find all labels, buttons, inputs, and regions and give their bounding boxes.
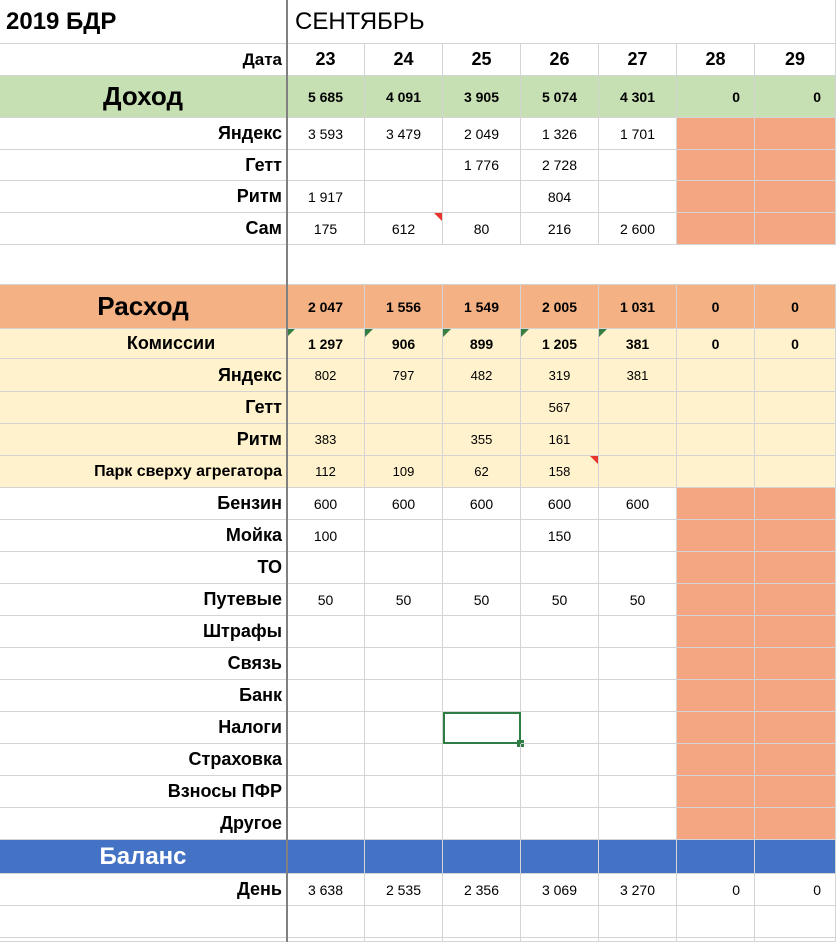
income-row-label[interactable]: Яндекс xyxy=(0,118,287,150)
expense-row-label[interactable]: Путевые xyxy=(0,584,287,616)
empty-cell[interactable] xyxy=(443,906,521,938)
expense-value-cell[interactable] xyxy=(521,648,599,680)
empty-trailing-row xyxy=(0,938,836,942)
expense-value-cell[interactable]: 600 xyxy=(287,488,365,520)
month-label[interactable]: СЕНТЯБРЬ xyxy=(287,0,836,44)
expense-value-cell[interactable] xyxy=(521,712,599,744)
commission-row xyxy=(0,424,836,456)
commission-value-cell[interactable] xyxy=(677,392,755,424)
commission-value-cell[interactable]: 158 xyxy=(521,456,599,488)
commission-value-cell[interactable] xyxy=(287,392,365,424)
expense-value-cell[interactable] xyxy=(599,520,677,552)
balance-cell[interactable] xyxy=(599,840,677,874)
date-header-24[interactable]: 24 xyxy=(365,44,443,76)
commission-label[interactable]: Комиссии xyxy=(0,329,287,359)
expense-row xyxy=(0,744,836,776)
income-value-cell[interactable] xyxy=(677,118,755,150)
income-value-cell[interactable] xyxy=(365,150,443,181)
commission-value-cell[interactable]: 802 xyxy=(287,359,365,392)
date-row xyxy=(0,44,836,76)
income-row xyxy=(0,150,836,181)
income-value-cell[interactable]: 1 917 xyxy=(287,181,365,213)
day-value-cell[interactable]: 0 xyxy=(677,874,755,906)
empty-cell[interactable] xyxy=(755,906,836,938)
expense-total-cell[interactable]: 1 556 xyxy=(365,285,443,329)
income-total-cell[interactable]: 0 xyxy=(755,76,836,118)
commission-value-cell[interactable] xyxy=(365,392,443,424)
date-header-29[interactable]: 29 xyxy=(755,44,836,76)
empty-cell[interactable] xyxy=(599,906,677,938)
expense-value-cell[interactable] xyxy=(287,616,365,648)
expense-value-cell[interactable]: 50 xyxy=(365,584,443,616)
empty-cell[interactable] xyxy=(521,938,599,942)
expense-value-cell[interactable] xyxy=(677,712,755,744)
expense-value-cell[interactable] xyxy=(677,552,755,584)
day-value-cell[interactable]: 0 xyxy=(755,874,836,906)
income-value-cell[interactable] xyxy=(755,213,836,245)
date-header-28[interactable]: 28 xyxy=(677,44,755,76)
expense-row xyxy=(0,808,836,840)
commission-value-cell[interactable] xyxy=(755,424,836,456)
income-value-cell[interactable]: 216 xyxy=(521,213,599,245)
income-total-row xyxy=(0,76,836,118)
balance-cell[interactable] xyxy=(755,840,836,874)
expense-value-cell[interactable] xyxy=(521,616,599,648)
balance-row xyxy=(0,840,836,874)
income-value-cell[interactable]: 1 776 xyxy=(443,150,521,181)
expense-value-cell[interactable] xyxy=(755,552,836,584)
commission-total-cell[interactable]: 899 xyxy=(443,329,521,359)
expense-value-cell[interactable] xyxy=(599,552,677,584)
date-label[interactable]: Дата xyxy=(0,44,287,76)
expense-value-cell[interactable] xyxy=(755,776,836,808)
income-value-cell[interactable]: 1 326 xyxy=(521,118,599,150)
commission-row-label[interactable]: Яндекс xyxy=(0,359,287,392)
income-value-cell[interactable] xyxy=(599,150,677,181)
expense-value-cell[interactable] xyxy=(677,584,755,616)
expense-value-cell[interactable] xyxy=(755,616,836,648)
title-row xyxy=(0,0,836,44)
expense-value-cell[interactable] xyxy=(521,552,599,584)
expense-value-cell[interactable] xyxy=(365,776,443,808)
income-value-cell[interactable] xyxy=(755,181,836,213)
income-total-cell[interactable]: 3 905 xyxy=(443,76,521,118)
expense-value-cell[interactable] xyxy=(755,712,836,744)
commission-total-row xyxy=(0,329,836,359)
spacer-row xyxy=(0,245,836,285)
income-value-cell[interactable] xyxy=(677,181,755,213)
commission-value-cell[interactable] xyxy=(599,392,677,424)
income-total-cell[interactable]: 4 091 xyxy=(365,76,443,118)
empty-row[interactable] xyxy=(0,245,836,285)
empty-cell[interactable] xyxy=(365,906,443,938)
expense-value-cell[interactable] xyxy=(365,712,443,744)
expense-total-cell[interactable]: 2 047 xyxy=(287,285,365,329)
expense-value-cell[interactable] xyxy=(287,648,365,680)
income-total-cell[interactable]: 5 074 xyxy=(521,76,599,118)
expense-value-cell[interactable] xyxy=(365,680,443,712)
income-row-label[interactable]: Гетт xyxy=(0,150,287,181)
expense-value-cell[interactable] xyxy=(599,776,677,808)
income-value-cell[interactable]: 3 479 xyxy=(365,118,443,150)
expense-value-cell[interactable] xyxy=(287,680,365,712)
commission-value-cell[interactable]: 112 xyxy=(287,456,365,488)
expense-row-label[interactable]: Страховка xyxy=(0,744,287,776)
expense-value-cell[interactable] xyxy=(443,744,521,776)
expense-value-cell[interactable] xyxy=(599,648,677,680)
expense-value-cell[interactable]: 50 xyxy=(599,584,677,616)
expense-total-cell[interactable]: 1 031 xyxy=(599,285,677,329)
expense-value-cell[interactable] xyxy=(443,520,521,552)
expense-total-cell[interactable]: 2 005 xyxy=(521,285,599,329)
day-row xyxy=(0,874,836,906)
expense-value-cell[interactable] xyxy=(287,712,365,744)
commission-total-cell[interactable]: 381 xyxy=(599,329,677,359)
expense-value-cell[interactable] xyxy=(677,776,755,808)
expense-row xyxy=(0,616,836,648)
expense-value-cell[interactable] xyxy=(365,616,443,648)
expense-value-cell[interactable] xyxy=(755,520,836,552)
expense-value-cell[interactable] xyxy=(287,808,365,840)
expense-row xyxy=(0,584,836,616)
expense-value-cell[interactable]: 50 xyxy=(443,584,521,616)
expense-label[interactable]: Расход xyxy=(0,285,287,329)
commission-total-cell[interactable]: 0 xyxy=(755,329,836,359)
commission-value-cell[interactable]: 567 xyxy=(521,392,599,424)
selected-cell[interactable] xyxy=(443,712,521,744)
date-header-23[interactable]: 23 xyxy=(287,44,365,76)
day-value-cell[interactable]: 3 270 xyxy=(599,874,677,906)
income-value-cell[interactable]: 80 xyxy=(443,213,521,245)
expense-value-cell[interactable] xyxy=(365,648,443,680)
expense-value-cell[interactable] xyxy=(755,648,836,680)
date-header-26[interactable]: 26 xyxy=(521,44,599,76)
commission-value-cell[interactable]: 109 xyxy=(365,456,443,488)
balance-cell[interactable] xyxy=(443,840,521,874)
commission-total-cell[interactable]: 0 xyxy=(677,329,755,359)
expense-value-cell[interactable] xyxy=(599,616,677,648)
empty-trailing-row xyxy=(0,906,836,938)
empty-cell[interactable] xyxy=(365,938,443,942)
balance-label[interactable]: Баланс xyxy=(0,840,287,874)
commission-row xyxy=(0,359,836,392)
commission-value-cell[interactable]: 381 xyxy=(599,359,677,392)
expense-total-cell[interactable]: 1 549 xyxy=(443,285,521,329)
income-value-cell[interactable] xyxy=(599,181,677,213)
commission-value-cell[interactable] xyxy=(677,424,755,456)
income-row-label[interactable]: Ритм xyxy=(0,181,287,213)
expense-total-row xyxy=(0,285,836,329)
income-value-cell[interactable]: 175 xyxy=(287,213,365,245)
expense-row-label[interactable]: Банк xyxy=(0,680,287,712)
date-header-25[interactable]: 25 xyxy=(443,44,521,76)
income-value-cell[interactable] xyxy=(443,181,521,213)
commission-row xyxy=(0,392,836,424)
income-label[interactable]: Доход xyxy=(0,76,287,118)
expense-value-cell[interactable] xyxy=(755,808,836,840)
income-value-cell[interactable]: 2 049 xyxy=(443,118,521,150)
expense-total-cell[interactable]: 0 xyxy=(677,285,755,329)
expense-value-cell[interactable] xyxy=(443,616,521,648)
expense-value-cell[interactable] xyxy=(443,776,521,808)
expense-total-cell[interactable]: 0 xyxy=(755,285,836,329)
commission-value-cell[interactable] xyxy=(599,424,677,456)
day-value-cell[interactable]: 3 069 xyxy=(521,874,599,906)
expense-row xyxy=(0,520,836,552)
day-label[interactable]: День xyxy=(0,874,287,906)
expense-value-cell[interactable] xyxy=(287,776,365,808)
expense-row-label[interactable]: Другое xyxy=(0,808,287,840)
expense-value-cell[interactable] xyxy=(443,680,521,712)
commission-total-cell[interactable]: 906 xyxy=(365,329,443,359)
expense-value-cell[interactable]: 600 xyxy=(443,488,521,520)
income-value-cell[interactable]: 2 600 xyxy=(599,213,677,245)
expense-value-cell[interactable] xyxy=(365,552,443,584)
income-row xyxy=(0,213,836,245)
expense-row xyxy=(0,552,836,584)
expense-value-cell[interactable] xyxy=(677,616,755,648)
income-value-cell[interactable] xyxy=(677,213,755,245)
commission-value-cell[interactable]: 62 xyxy=(443,456,521,488)
balance-cell[interactable] xyxy=(287,840,365,874)
income-value-cell[interactable] xyxy=(755,118,836,150)
commission-value-cell[interactable]: 482 xyxy=(443,359,521,392)
income-value-cell[interactable] xyxy=(365,181,443,213)
expense-row xyxy=(0,488,836,520)
income-row-label[interactable]: Сам xyxy=(0,213,287,245)
expense-value-cell[interactable] xyxy=(677,648,755,680)
frozen-pane-divider xyxy=(286,0,288,942)
expense-row-label[interactable]: Бензин xyxy=(0,488,287,520)
commission-value-cell[interactable] xyxy=(599,456,677,488)
commission-value-cell[interactable] xyxy=(755,456,836,488)
income-row xyxy=(0,181,836,213)
balance-cell[interactable] xyxy=(521,840,599,874)
income-value-cell[interactable]: 2 728 xyxy=(521,150,599,181)
expense-value-cell[interactable] xyxy=(599,712,677,744)
commission-row-label[interactable]: Ритм xyxy=(0,424,287,456)
income-value-cell[interactable]: 612 xyxy=(365,213,443,245)
income-value-cell[interactable]: 1 701 xyxy=(599,118,677,150)
empty-cell[interactable] xyxy=(287,938,365,942)
day-value-cell[interactable]: 3 638 xyxy=(287,874,365,906)
expense-row-label[interactable]: Налоги xyxy=(0,712,287,744)
expense-value-cell[interactable] xyxy=(755,488,836,520)
commission-value-cell[interactable] xyxy=(443,392,521,424)
expense-value-cell[interactable]: 150 xyxy=(521,520,599,552)
expense-value-cell[interactable] xyxy=(677,520,755,552)
commission-value-cell[interactable] xyxy=(755,359,836,392)
day-value-cell[interactable]: 2 535 xyxy=(365,874,443,906)
expense-value-cell[interactable] xyxy=(443,808,521,840)
expense-value-cell[interactable] xyxy=(677,680,755,712)
expense-value-cell[interactable] xyxy=(521,776,599,808)
expense-value-cell[interactable]: 50 xyxy=(287,584,365,616)
empty-cell[interactable] xyxy=(521,906,599,938)
balance-cell[interactable] xyxy=(365,840,443,874)
expense-row xyxy=(0,648,836,680)
commission-value-cell[interactable]: 161 xyxy=(521,424,599,456)
commission-row xyxy=(0,456,836,488)
commission-total-cell[interactable]: 1 297 xyxy=(287,329,365,359)
empty-cell[interactable] xyxy=(677,906,755,938)
commission-total-cell[interactable]: 1 205 xyxy=(521,329,599,359)
expense-row xyxy=(0,712,836,744)
commission-value-cell[interactable] xyxy=(365,424,443,456)
expense-value-cell[interactable] xyxy=(443,552,521,584)
income-value-cell[interactable]: 804 xyxy=(521,181,599,213)
expense-value-cell[interactable] xyxy=(287,552,365,584)
commission-value-cell[interactable]: 355 xyxy=(443,424,521,456)
balance-cell[interactable] xyxy=(677,840,755,874)
expense-value-cell[interactable] xyxy=(287,744,365,776)
empty-cell[interactable] xyxy=(0,906,287,938)
expense-row xyxy=(0,680,836,712)
expense-value-cell[interactable]: 100 xyxy=(287,520,365,552)
expense-row-label[interactable]: Взносы ПФР xyxy=(0,776,287,808)
empty-cell[interactable] xyxy=(443,938,521,942)
expense-value-cell[interactable] xyxy=(599,744,677,776)
day-value-cell[interactable]: 2 356 xyxy=(443,874,521,906)
empty-cell[interactable] xyxy=(677,938,755,942)
expense-row xyxy=(0,776,836,808)
empty-cell[interactable] xyxy=(599,938,677,942)
expense-value-cell[interactable] xyxy=(755,584,836,616)
expense-value-cell[interactable]: 600 xyxy=(599,488,677,520)
expense-value-cell[interactable] xyxy=(755,680,836,712)
commission-value-cell[interactable]: 797 xyxy=(365,359,443,392)
income-total-cell[interactable]: 4 301 xyxy=(599,76,677,118)
expense-value-cell[interactable] xyxy=(365,520,443,552)
expense-value-cell[interactable] xyxy=(677,744,755,776)
commission-row-label[interactable]: Гетт xyxy=(0,392,287,424)
commission-row-label[interactable]: Парк сверху агрегатора xyxy=(0,456,287,488)
expense-row-label[interactable]: ТО xyxy=(0,552,287,584)
expense-value-cell[interactable]: 50 xyxy=(521,584,599,616)
expense-row-label[interactable]: Мойка xyxy=(0,520,287,552)
sheet-title[interactable]: 2019 БДР xyxy=(0,0,287,44)
expense-value-cell[interactable] xyxy=(521,744,599,776)
commission-value-cell[interactable]: 383 xyxy=(287,424,365,456)
empty-cell[interactable] xyxy=(755,938,836,942)
date-header-27[interactable]: 27 xyxy=(599,44,677,76)
expense-value-cell[interactable] xyxy=(677,808,755,840)
income-total-cell[interactable]: 0 xyxy=(677,76,755,118)
expense-value-cell[interactable] xyxy=(599,680,677,712)
expense-value-cell[interactable] xyxy=(677,488,755,520)
income-value-cell[interactable] xyxy=(755,150,836,181)
expense-value-cell[interactable]: 600 xyxy=(521,488,599,520)
expense-value-cell[interactable] xyxy=(365,744,443,776)
expense-row-label[interactable]: Связь xyxy=(0,648,287,680)
expense-value-cell[interactable] xyxy=(755,744,836,776)
expense-value-cell[interactable] xyxy=(521,680,599,712)
commission-value-cell[interactable] xyxy=(677,359,755,392)
income-row xyxy=(0,118,836,150)
commission-value-cell[interactable]: 319 xyxy=(521,359,599,392)
commission-value-cell[interactable] xyxy=(755,392,836,424)
expense-value-cell[interactable] xyxy=(365,808,443,840)
expense-value-cell[interactable] xyxy=(443,648,521,680)
commission-value-cell[interactable] xyxy=(677,456,755,488)
income-total-cell[interactable]: 5 685 xyxy=(287,76,365,118)
expense-value-cell[interactable] xyxy=(521,808,599,840)
expense-value-cell[interactable]: 600 xyxy=(365,488,443,520)
expense-value-cell[interactable] xyxy=(599,808,677,840)
income-value-cell[interactable] xyxy=(677,150,755,181)
income-value-cell[interactable] xyxy=(287,150,365,181)
empty-cell[interactable] xyxy=(287,906,365,938)
empty-cell[interactable] xyxy=(0,938,287,942)
income-value-cell[interactable]: 3 593 xyxy=(287,118,365,150)
expense-row-label[interactable]: Штрафы xyxy=(0,616,287,648)
